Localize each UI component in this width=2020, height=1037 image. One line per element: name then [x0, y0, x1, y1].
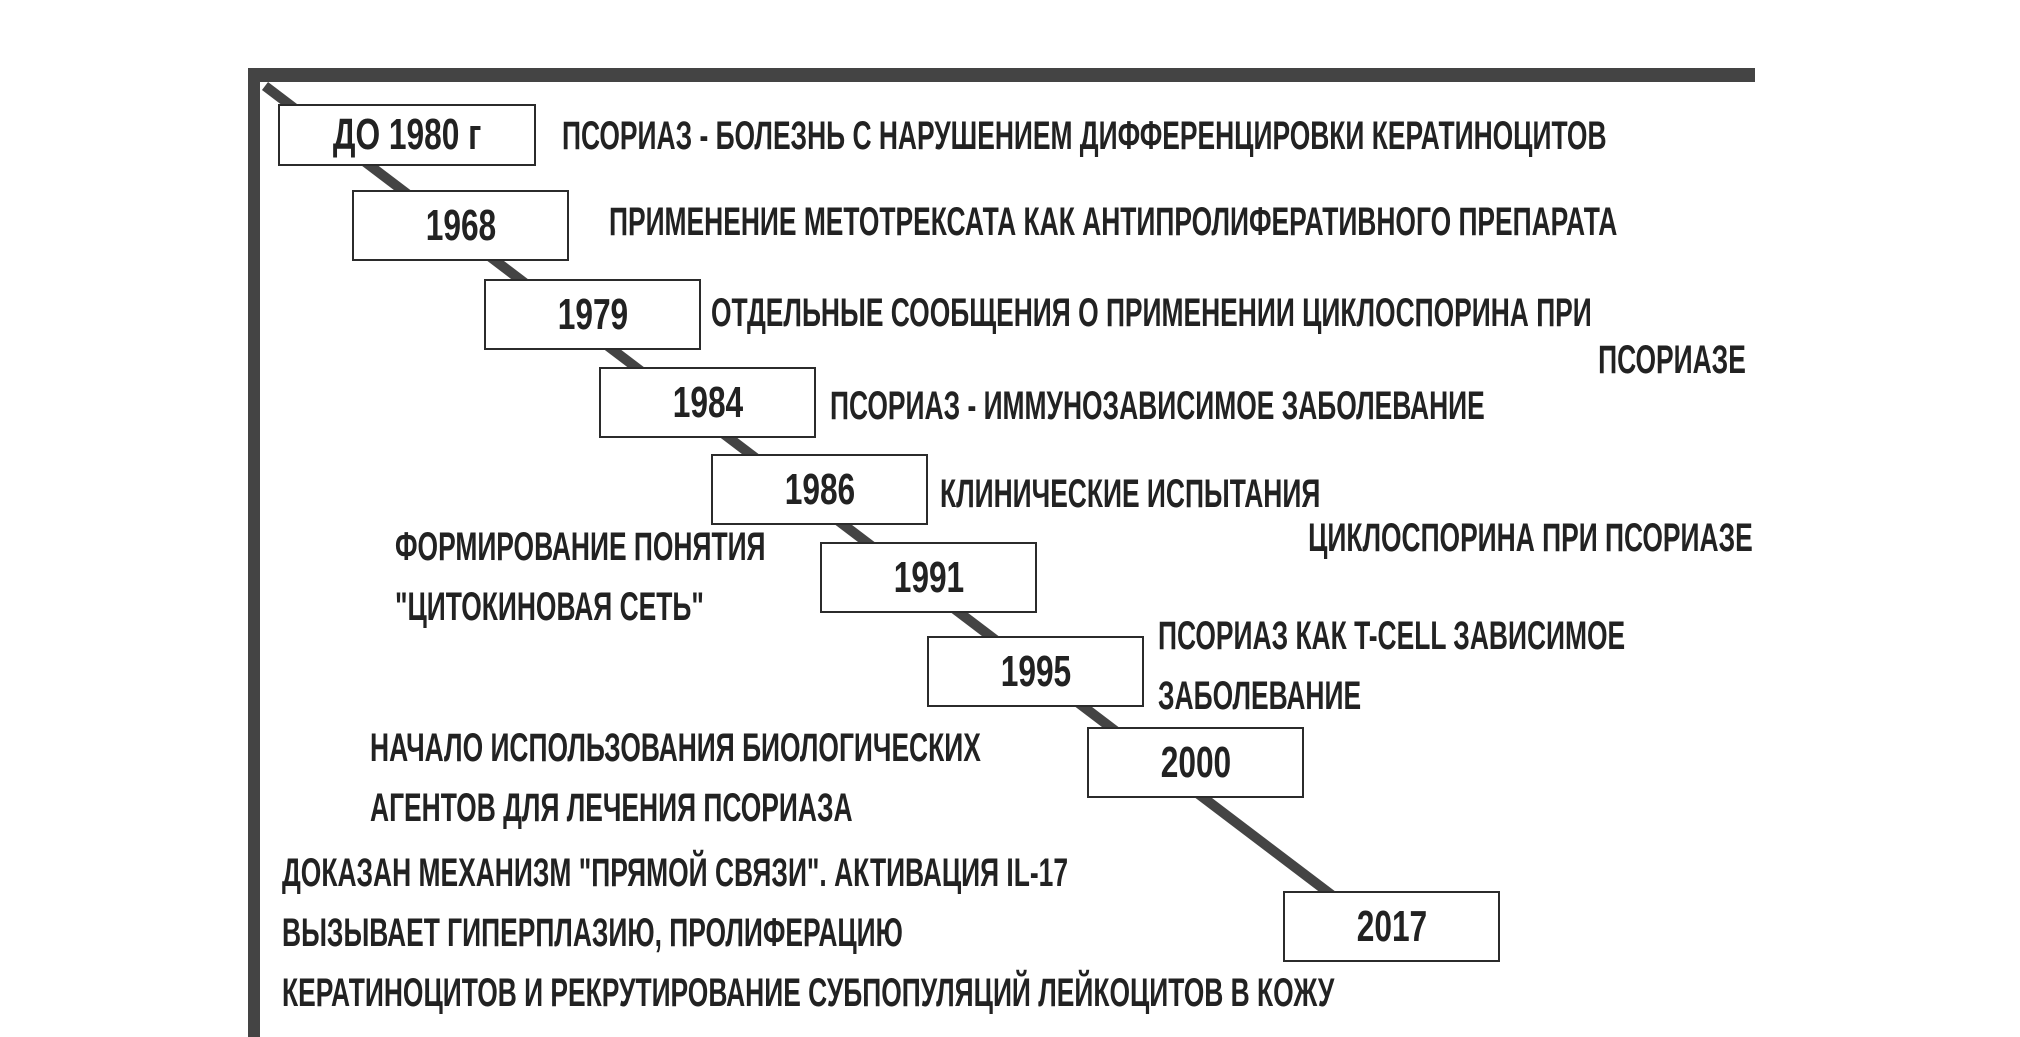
year-box-4 — [599, 367, 816, 438]
left-border-line — [248, 68, 260, 1037]
year-box-2 — [352, 190, 569, 261]
year-label: 2000 — [1160, 737, 1231, 787]
year-box-6 — [820, 542, 1037, 613]
event-description-6: ФОРМИРОВАНИЕ ПОНЯТИЯ "ЦИТОКИНОВАЯ СЕТЬ" — [395, 525, 766, 629]
year-box-7 — [927, 636, 1144, 707]
year-label: 1968 — [425, 200, 496, 250]
year-label: 2017 — [1356, 901, 1427, 951]
event-description-8: НАЧАЛО ИСПОЛЬЗОВАНИЯ БИОЛОГИЧЕСКИХ АГЕНТОВ ДЛЯ ЛЕЧЕНИЯ ПСОРИАЗА — [370, 726, 981, 830]
year-box-5 — [711, 454, 928, 525]
top-border-line — [248, 68, 1755, 82]
event-description-1: ПСОРИАЗ - БОЛЕЗНЬ С НАРУШЕНИЕМ ДИФФЕРЕНЦИРОВКИ КЕРАТИНОЦИТОВ — [562, 114, 1607, 158]
year-label: ДО 1980 г — [332, 110, 482, 159]
event-description-3b: ПСОРИАЗЕ — [1598, 338, 1746, 382]
year-box-1 — [278, 104, 536, 166]
year-box-3 — [484, 279, 701, 350]
event-description-5a: КЛИНИЧЕСКИЕ ИСПЫТАНИЯ — [940, 472, 1321, 516]
year-label: 1995 — [1000, 646, 1071, 696]
event-description-9: ДОКАЗАН МЕХАНИЗМ "ПРЯМОЙ СВЯЗИ". АКТИВАЦИЯ IL-17 ВЫЗЫВАЕТ ГИПЕРПЛАЗИЮ, ПРОЛИФЕРАЦИЮ КЕРАТИНОЦИТОВ И РЕКРУТИРОВАНИЕ СУБПОПУЛЯЦИЙ ЛЕЙКОЦИТОВ В КОЖУ — [282, 851, 1335, 1015]
event-description-5b: ЦИКЛОСПОРИНА ПРИ ПСОРИАЗЕ — [1308, 516, 1753, 560]
year-box-8 — [1087, 727, 1304, 798]
year-label: 1986 — [784, 464, 855, 514]
event-description-7: ПСОРИАЗ КАК T-CELL ЗАВИСИМОЕ ЗАБОЛЕВАНИЕ — [1158, 614, 1626, 718]
event-description-2: ПРИМЕНЕНИЕ МЕТОТРЕКСАТА КАК АНТИПРОЛИФЕРАТИВНОГО ПРЕПАРАТА — [609, 200, 1618, 244]
event-description-3a: ОТДЕЛЬНЫЕ СООБЩЕНИЯ О ПРИМЕНЕНИИ ЦИКЛОСПОРИНА ПРИ — [711, 291, 1592, 335]
year-label: 1979 — [557, 289, 628, 339]
year-label: 1984 — [672, 377, 743, 427]
event-description-4: ПСОРИАЗ - ИММУНОЗАВИСИМОЕ ЗАБОЛЕВАНИЕ — [830, 384, 1485, 428]
year-label: 1991 — [893, 552, 964, 602]
